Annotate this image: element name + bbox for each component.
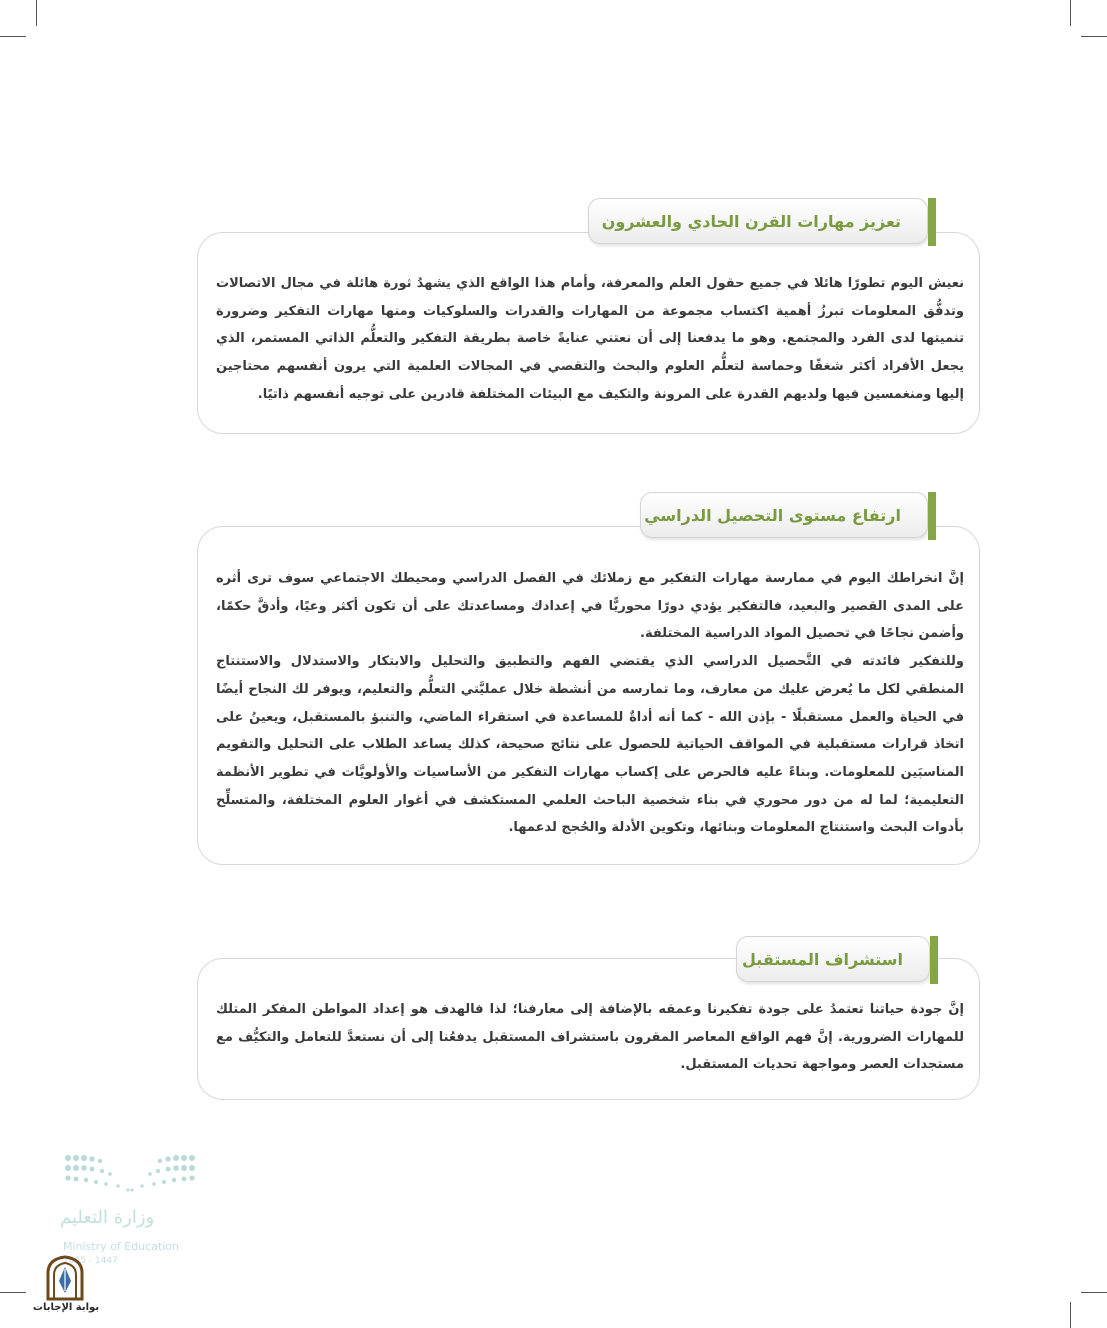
- crop-mark: [0, 36, 26, 37]
- ministry-name-english: Ministry of Education: [63, 1240, 180, 1253]
- ministry-logo-icon: [62, 1150, 202, 1200]
- crop-mark: [36, 0, 37, 26]
- title-accent-bar: [930, 936, 938, 984]
- section-body: [216, 996, 964, 1079]
- section-body: [216, 565, 964, 842]
- paragraph: نعيش اليوم تطورًا هائلا في جميع حقول العلم والمعرفة، وأمام هذا الواقع الذي يشهدُ ثورة هائلة في مجال الاتصالات وتدفُّق المعلومات تبرزُ أهمية اكتساب مجموعة من المهارات والقدرات والسلوكيات ومنها مهارات التفكير وضرورة تنميتها لدى الفرد والمجتمع. وهو ما يدفعنا إلى أن نعتني عنايةً خاصة بطريقة التفكير والتعلُّم الذاتي المستمر، الذي يجعل الأفراد أكثر شغفًا وحماسة لتعلُّم العلوم والبحث والتقصي في المجالات العلمية التي يرون أنفسهم محتاجين إليها ومنغمسين فيها ولديهم القدرة على المرونة والتكيف مع البيئات المختلفة قادرين على توجيه أنفسهم ذاتيًا.: [216, 276, 964, 402]
- section-body: [216, 270, 964, 409]
- ministry-years: 2025 - 1447: [63, 1256, 118, 1266]
- ministry-name-arabic: وزارة التعليم: [60, 1207, 155, 1228]
- crop-mark: [1081, 1292, 1107, 1293]
- title-accent-bar: [928, 492, 936, 540]
- crop-mark: [1070, 0, 1071, 26]
- section-title: استشراف المستقبل: [736, 936, 930, 982]
- paragraph: وللتفكير فائدته في التَّحصيل الدراسي الذي يقتضي الفهم والتطبيق والتحليل والابتكار والاستدلال والاستنتاج المنطقي لكل ما يُعرض عليك من معارف، وما تمارسه من أنشطة خلال عمليَّتي التعلُّم والتعليم، ويوفر لك النجاح أيضًا في الحياة والعمل مستقبلًا - بإذن الله - كما أنه أداةٌ للمساعدة في استقراء الماضي، والتنبؤ بالمستقبل، ويعينُ على اتخاذ قرارات مستقبلية في المواقف الحياتية للحصول على نتائج صحيحة، كذلك يساعد الطلاب على التحليل والتقويم المناسبَين للمعلومات. وبناءً عليه فالحرص على إكساب مهارات التفكير من الأساسيات والأولويَّات في تطوير الأنظمة التعليمية؛ لما له من دور محوري في بناء شخصية الباحث العلمي المستكشف في أغوار العلوم المختلفة، والمتسلِّح بأدوات البحث واستنتاج المعلومات وبنائها، وتكوين الأدلة والحُجج لدعمها.: [216, 654, 964, 836]
- section-title: ارتفاع مستوى التحصيل الدراسي: [640, 492, 928, 538]
- crop-mark: [0, 1292, 26, 1293]
- title-accent-bar: [928, 198, 936, 246]
- crop-mark: [1081, 36, 1107, 37]
- answers-portal-label: بوابة الإجابات: [32, 1302, 100, 1313]
- paragraph: إنَّ جودة حياتنا تعتمدُ على جودة تفكيرنا وعمقه بالإضافة إلى معارفنا؛ لذا فالهدف هو إعداد المواطن المفكر المتلك للمهارات الضرورية. إنَّ فهم الواقع المعاصر المقرون باستشراف المستقبل يدفعُنا إلى أن نستعدَّ للتعامل والتكيُّف مع مستجدات العصر ومواجهة تحديات المستقبل.: [216, 1002, 964, 1073]
- paragraph: إنَّ انخراطك اليوم في ممارسة مهارات التفكير مع زملائك في الفصل الدراسي ومحيطك الاجتماعي سوف ترى أثره على المدى القصير والبعيد، فالتفكير يؤدي دورًا محوريًّا في إعدادك ومساعدتك على أن تكون أكثر وعيًا، وأدقَّ حكمًا، وأضمن نجاحًا في تحصيل المواد الدراسية المختلفة.: [216, 571, 964, 642]
- crop-mark: [1070, 1302, 1071, 1328]
- answers-portal-emblem-icon: [44, 1255, 86, 1301]
- section-title: تعزيز مهارات القرن الحادي والعشرون: [588, 198, 928, 244]
